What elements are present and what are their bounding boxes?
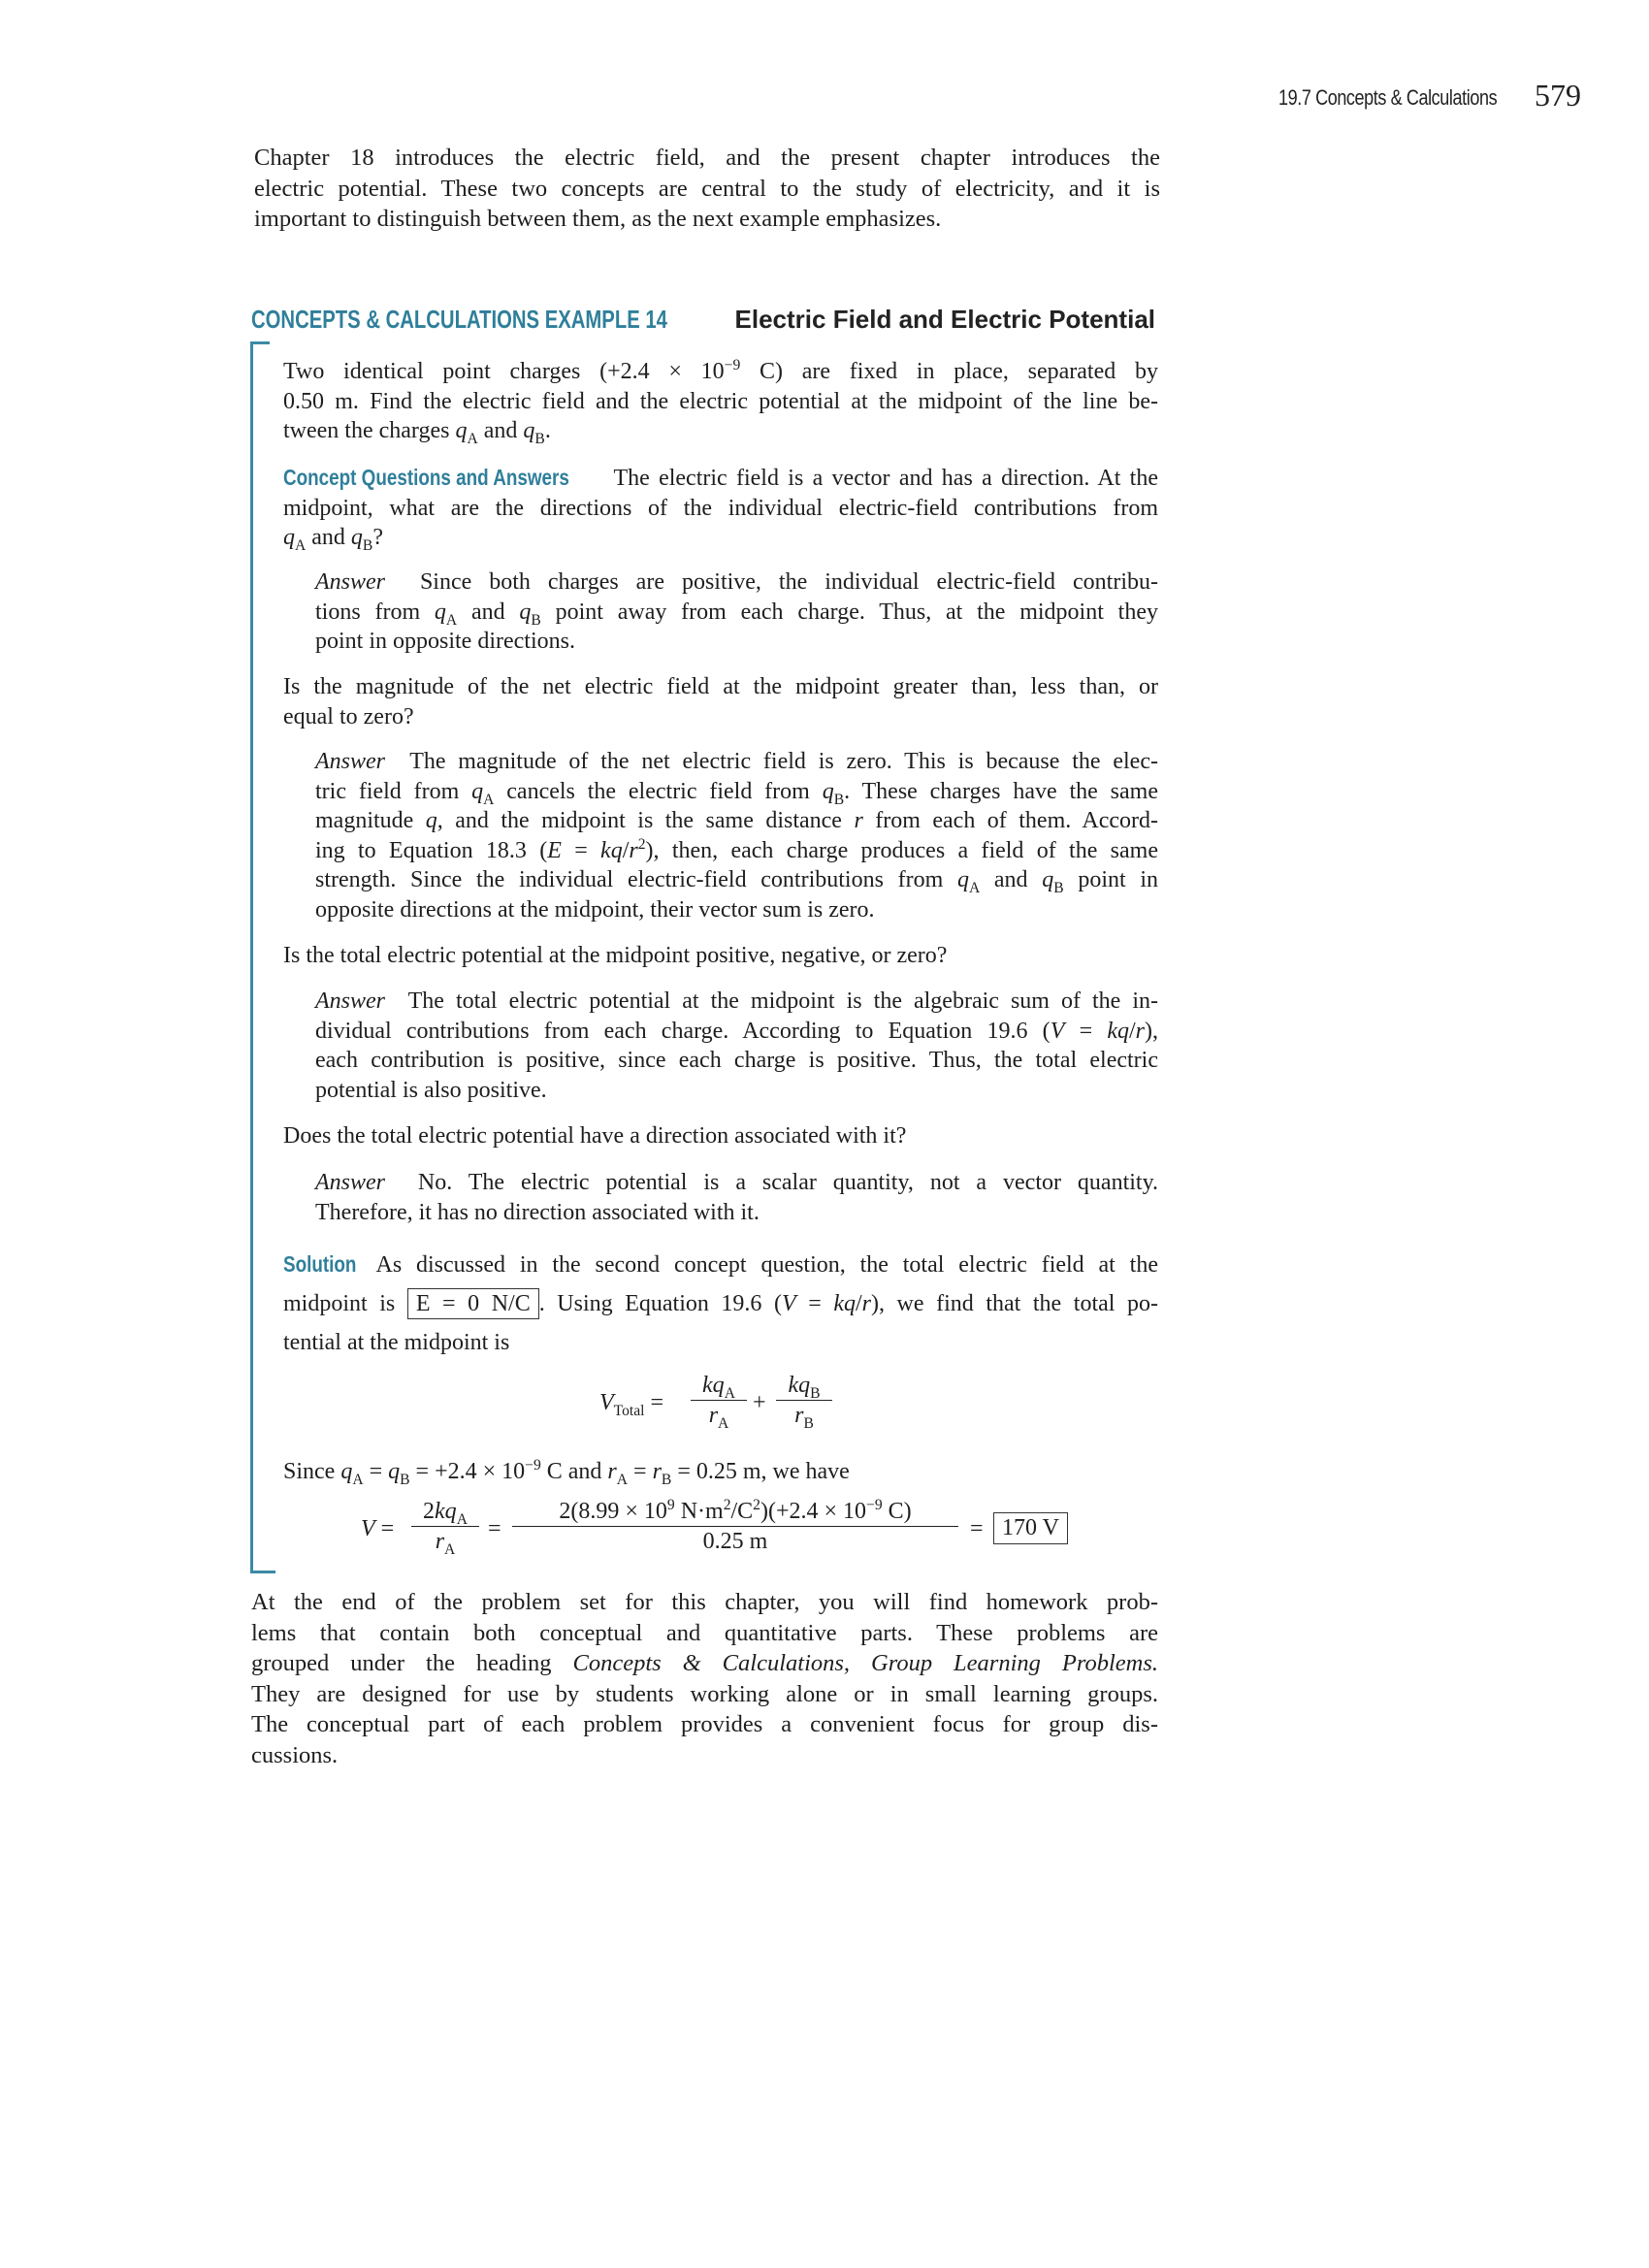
field-result-box: E = 0 N/C xyxy=(407,1288,539,1319)
answer-1: Answer Since both charges are positive, the individual electric-field contribu- tions from $q_A$ and $q_B$ point away from each charge. Thus, at the midpoint they point in opposite directions. xyxy=(315,569,1158,654)
example-heading xyxy=(251,303,1163,341)
concept-questions-label: Concept Questions and Answers xyxy=(283,465,569,490)
concept-question-4: Does the total electric potential have a direction associated with it? xyxy=(283,1123,907,1149)
example-title: Electric Field and Electric Potential xyxy=(734,305,1155,334)
concept-question-1: Concept Questions and Answers The electric field is a vector and has a direction. At the midpoint, what are the directions of the individual electric-field contributions from $q_A$ and $q_B$? xyxy=(283,465,1158,554)
running-header xyxy=(1278,78,1589,116)
potential-result-box: 170 V xyxy=(993,1512,1068,1544)
example-bracket-bottom xyxy=(250,1571,275,1573)
solution: Solution As discussed in the second concept question, the total electric field at the midpoint is E = 0 N/C . Using Equation 19.6 (V = kq/r), we find that the total po- tential at the midpoint is xyxy=(283,1245,1158,1362)
example-label: CONCEPTS & CALCULATIONS EXAMPLE 14 xyxy=(251,305,667,334)
problem-statement xyxy=(283,357,1158,446)
example-bracket-top xyxy=(250,341,270,344)
concept-question-3: Is the total electric potential at the midpoint positive, negative, or zero? xyxy=(283,943,948,968)
solution-label: Solution xyxy=(283,1251,357,1277)
problem-line: Two identical point charges ($+2.4 \times 10^{-9}$ C) are fixed in place, separated by xyxy=(283,357,1158,384)
answer-2: Answer The magnitude of the net electric field is zero. This is because the elec- tric field from $q_A$ cancels the electric field from $q_B$. These charges have the same magnitude q, and the midpoint is the same distance r from each of them. Accord- ing to Equation 18.3 $(E = kq/r^2)$, then, each charge produces a field of the same strength. Since the individual electric-field contributions from $q_A$ and $q_B$ point in opposite directions at the midpoint, their vector sum is zero. xyxy=(315,749,1159,923)
potential-equation: V = $2kq_A$ $r_A$ = $\frac{2(8.99 \times 10^9 N\cdot m^2/C^2)(+2.4 \times 10^{-9} C)}{0.25 m}$ = 170 V xyxy=(361,1497,1079,1567)
solution-condition: Since $q_A = q_B = +2.4 \times 10^{-9}$ C and $r_A = r_B = 0.25$ m, we have xyxy=(283,1457,850,1488)
page-number: 579 xyxy=(1535,78,1581,113)
answer-label: Answer xyxy=(315,1170,385,1195)
answer-3: Answer The total electric potential at the midpoint is the algebraic sum of the in- dividual contributions from each charge. According to Equation 19.6 (V = kq/r), each contribution is positive, since each charge is positive. Thus, the total electric potential is also positive. xyxy=(315,988,1159,1103)
example-bracket xyxy=(250,341,253,1573)
section-title: 19.7 Concepts & Calculations xyxy=(1278,85,1498,110)
intro-line: Chapter 18 introduces the electric field, and the present chapter introduces the xyxy=(254,145,1160,171)
outro-paragraph: At the end of the problem set for this chapter, you will find homework prob- lems that contain both conceptual and quantitative parts. These problems are grouped under the heading Concepts & Calculations, Group Learning Problems. They are designed for use by students working alone or in small learning groups. The conceptual part of each problem provides a convenient focus for group dis- cussions. xyxy=(251,1589,1159,1768)
answer-4: Answer No. The electric potential is a scalar quantity, not a vector quantity. Therefore, it has no direction associated with it. xyxy=(315,1170,1159,1225)
answer-label: Answer xyxy=(315,988,385,1014)
answer-label: Answer xyxy=(315,569,385,595)
intro-line: important to distinguish between them, as the next example emphasizes. xyxy=(254,206,942,232)
vtotal-equation: $V_{Total}$ = $kq_A$ $r_A$ + $kq_B$ $r_B$ xyxy=(594,1371,846,1441)
concept-question-2: Is the magnitude of the net electric field at the midpoint greater than, less than, or equal to zero? xyxy=(283,674,1158,729)
intro-line: electric potential. These two concepts are central to the study of electricity, and it is xyxy=(254,175,1160,202)
answer-label: Answer xyxy=(315,749,385,774)
problem-line: 0.50 m. Find the electric field and the electric potential at the midpoint of the line be- xyxy=(283,388,1158,414)
problem-line: tween the charges $q_A$ and $q_B$. xyxy=(283,418,551,447)
intro-paragraph xyxy=(254,143,1160,235)
